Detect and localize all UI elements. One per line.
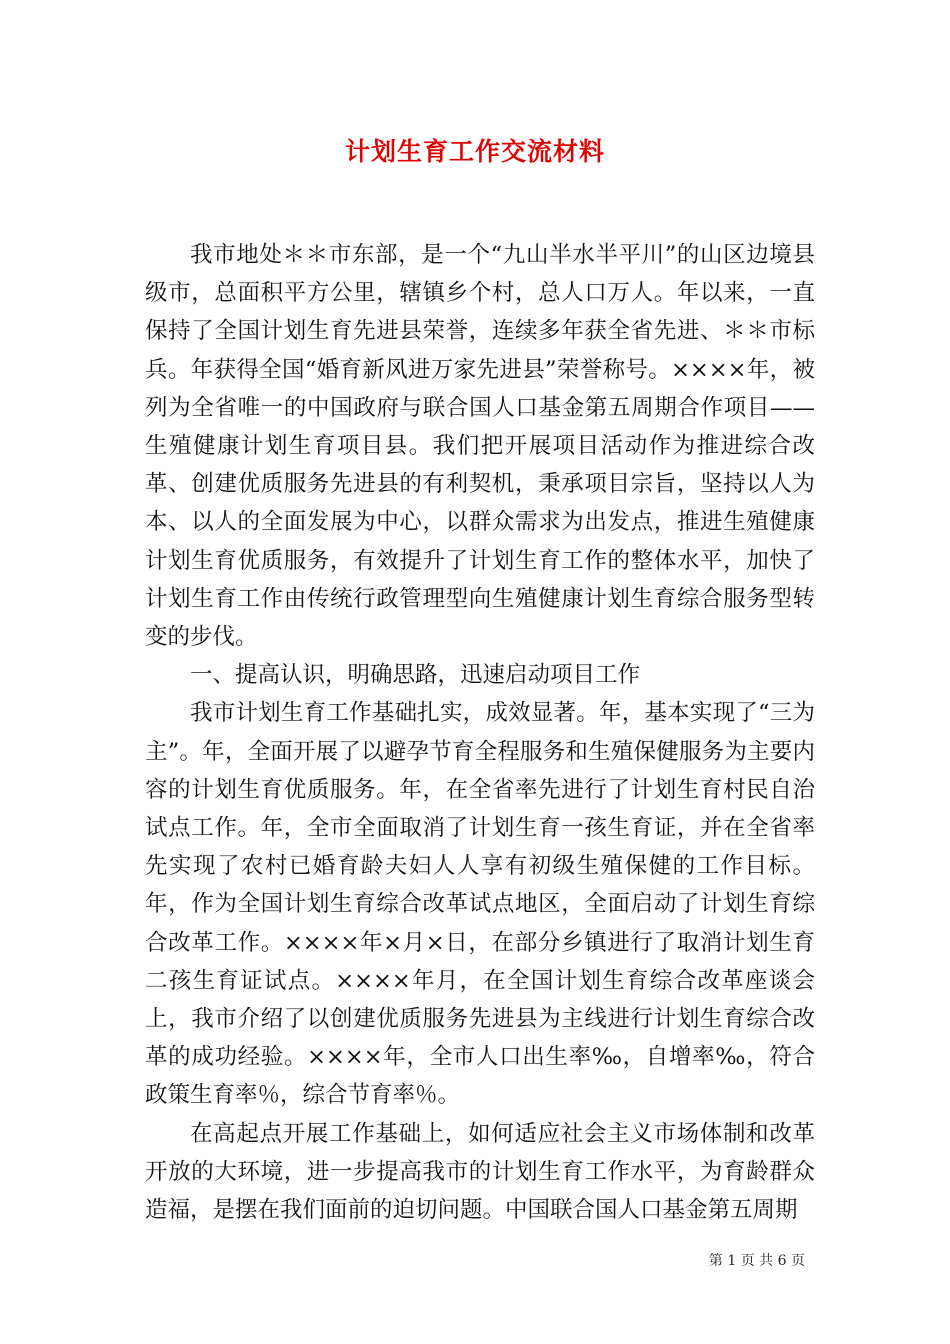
paragraph-background: 我市计划生育工作基础扎实，成效显著。年，基本实现了“三为主”。年，全面开展了以避孕节育全程服务和生殖保健服务为主要内容的计划生育优质服务。年，在全省率先进行了计划生育村民自治试点工作。年，全市全面取消了计划生育一孩生育证，并在全省率先实现了农村已婚育龄夫妇人人享有初级生殖保健的工作目标。年，作为全国计划生育综合改革试点地区，全面启动了计划生育综合改革工作。××××年×月×日，在部分乡镇进行了取消计划生育二孩生育证试点。××××年月，在全国计划生育综合改革座谈会上，我市介绍了以创建优质服务先进县为主线进行计划生育综合改革的成功经验。××××年，全市人口出生率‰，自增率‰，符合政策生育率％，综合节育率％。 bbox=[145, 700, 815, 1109]
section-heading: 一、提高认识，明确思路，迅速启动项目工作 bbox=[190, 662, 641, 689]
page-suffix: 页 bbox=[791, 1253, 805, 1269]
document-body bbox=[145, 236, 815, 1229]
document-title: 计划生育工作交流材料 bbox=[344, 137, 605, 166]
page-prefix: 第 bbox=[708, 1253, 723, 1269]
page-total: 6 bbox=[777, 1253, 787, 1269]
page-number-footer bbox=[709, 1250, 805, 1270]
page-current: 1 bbox=[727, 1253, 737, 1269]
paragraph-challenge: 在高起点开展工作基础上，如何适应社会主义市场体制和改革开放的大环境，进一步提高我市的计划生育工作水平，为育龄群众造福，是摆在我们面前的迫切问题。中国联合国人口基金第五周期 bbox=[145, 1120, 815, 1224]
paragraph-intro: 我市地处＊＊市东部，是一个“九山半水半平川”的山区边境县级市，总面积平方公里，辖镇乡个村，总人口万人。年以来，一直保持了全国计划生育先进县荣誉，连续多年获全省先进、＊＊市标兵。年获得全国“婚育新风进万家先进县”荣誉称号。××××年，被列为全省唯一的中国政府与联合国人口基金第五周期合作项目——生殖健康计划生育项目县。我们把开展项目活动作为推进综合改革、创建优质服务先进县的有利契机，秉承项目宗旨，坚持以人为本、以人的全面发展为中心，以群众需求为出发点，推进生殖健康计划生育优质服务，有效提升了计划生育工作的整体水平，加快了计划生育工作由传统行政管理型向生殖健康计划生育综合服务型转变的步伐。 bbox=[145, 242, 815, 651]
page-middle: 页 共 bbox=[740, 1253, 774, 1269]
